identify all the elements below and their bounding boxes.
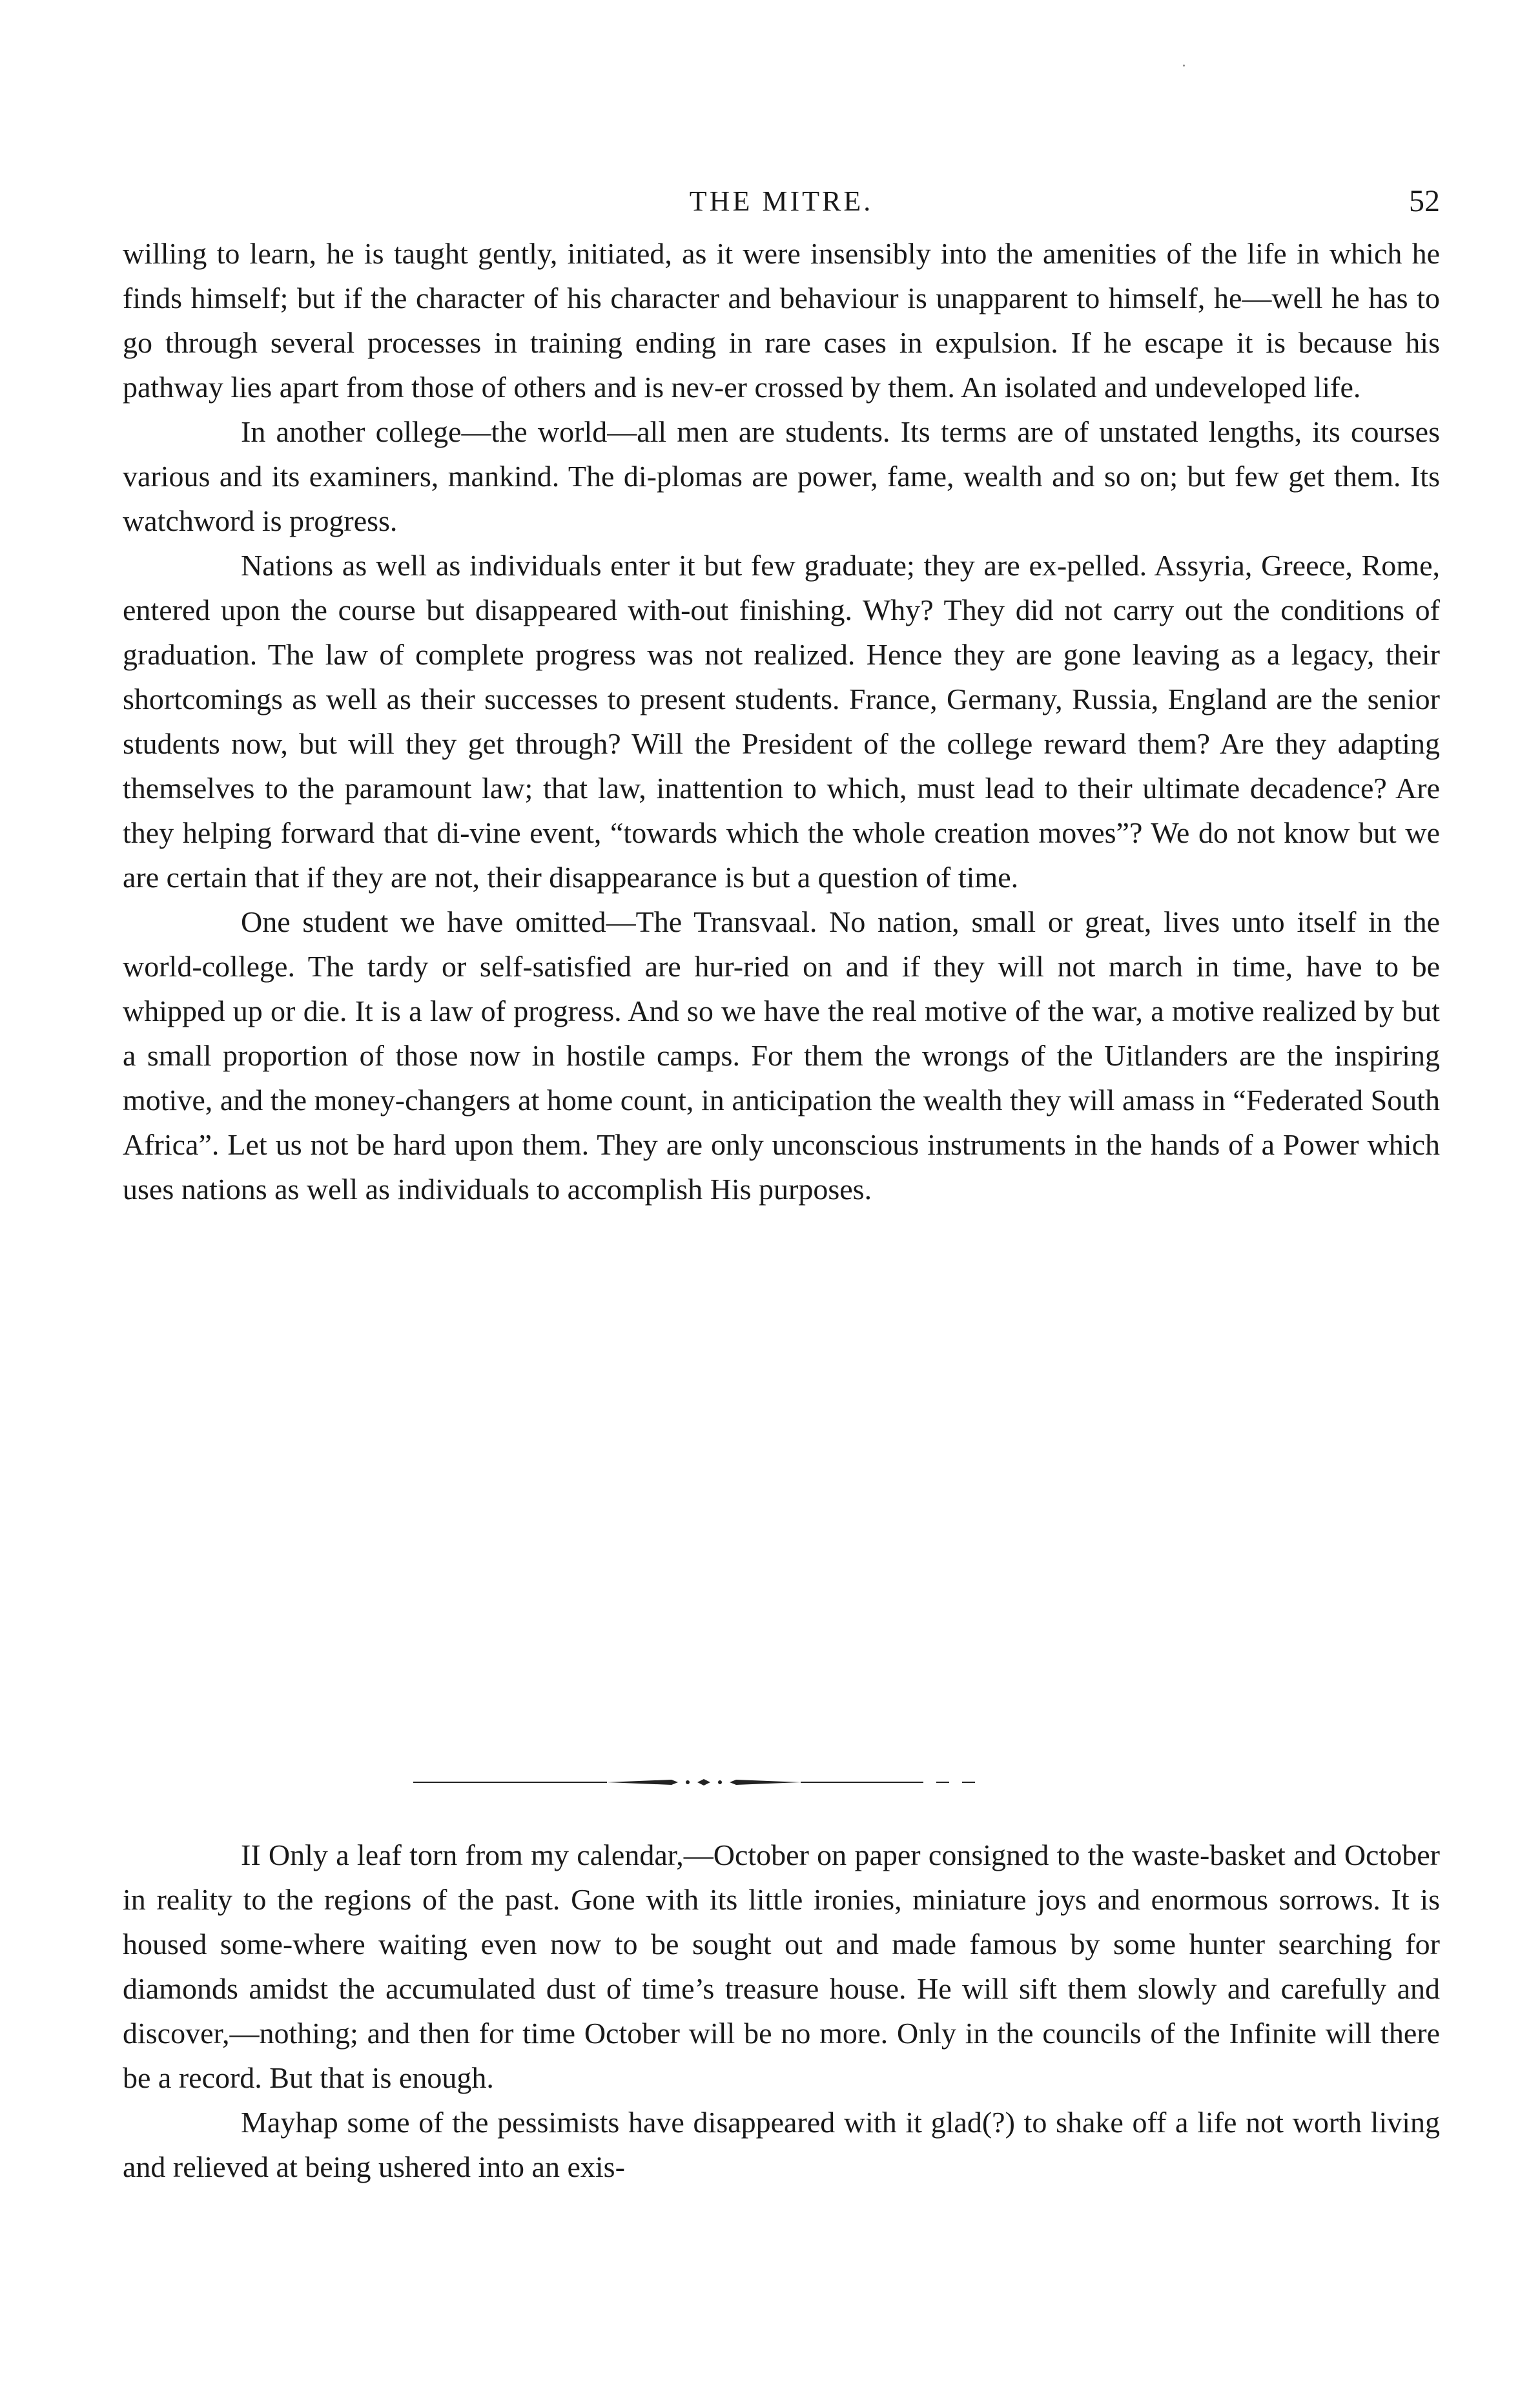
paragraph: willing to learn, he is taught gently, initiated, as it were insensibly into the amenities of the life in which he finds himself; but if the character of his character and behaviour is unapparent to himself, he—well he has to go through several processes in training ending in rare cases in expulsion. If he escape it is because his pathway lies apart from those of others and is nev-er crossed by them. An isolated and undeveloped life.: [123, 237, 1440, 404]
section-divider-ornament: [413, 1773, 994, 1792]
article-continuation: [123, 231, 1440, 1211]
paragraph: One student we have omitted—The Transvaal. No nation, small or great, lives unto itself in the world-college. The tardy or self-satisfied are hur-ried on and if they will not march in time, have to be whipped up or die. It is a law of progress. And so we have the real motive of the war, a motive realized by but a small proportion of those now in hostile camps. For them the wrongs of the Uitlanders are the inspiring motive, and the money-changers at home count, in anticipation the wealth they will amass in “Federated South Africa”. Let us not be hard upon them. They are only unconscious instruments in the hands of a Power which uses nations as well as individuals to accomplish His purposes.: [123, 905, 1440, 1206]
paragraph: Mayhap some of the pessimists have disappeared with it glad(?) to shake off a life not worth living and relieved at being ushered into an exis-: [123, 2106, 1440, 2183]
page-speck: [1183, 65, 1185, 67]
page-number: 52: [1409, 184, 1440, 218]
paragraph: In another college—the world—all men are students. Its terms are of unstated lengths, its courses various and its examiners, mankind. The di-plomas are power, fame, wealth and so on; but few get them. Its watchword is progress.: [123, 415, 1440, 537]
new-article: [123, 1833, 1440, 2189]
running-title: THE MITRE.: [689, 185, 874, 217]
page-header: [123, 182, 1440, 221]
paragraph: Nations as well as individuals enter it but few graduate; they are ex-pelled. Assyria, Greece, Rome, entered upon the course but disappeared with-out finishing. Why? They did not carry out the conditions of graduation. The law of complete progress was not realized. Hence they are gone leaving as a legacy, their shortcomings as well as their successes to present students. France, Germany, Russia, England are the senior students now, but will they get through? Will the President of the college reward them? Are they adapting themselves to the paramount law; that law, inattention to which, must lead to their ultimate decadence? Are they helping forward that di-vine event, “towards which the whole creation moves”? We do not know but we are certain that if they are not, their disappearance is but a question of time.: [123, 549, 1440, 894]
paragraph: II Only a leaf torn from my calendar,—October on paper consigned to the waste-basket and October in reality to the regions of the past. Gone with its little ironies, miniature joys and enormous sorrows. It is housed some-where waiting even now to be sought out and made famous by some hunter searching for diamonds amidst the accumulated dust of time’s treasure house. He will sift them slowly and carefully and discover,—nothing; and then for time October will be no more. Only in the councils of the Infinite will there be a record. But that is enough.: [123, 1838, 1440, 2094]
